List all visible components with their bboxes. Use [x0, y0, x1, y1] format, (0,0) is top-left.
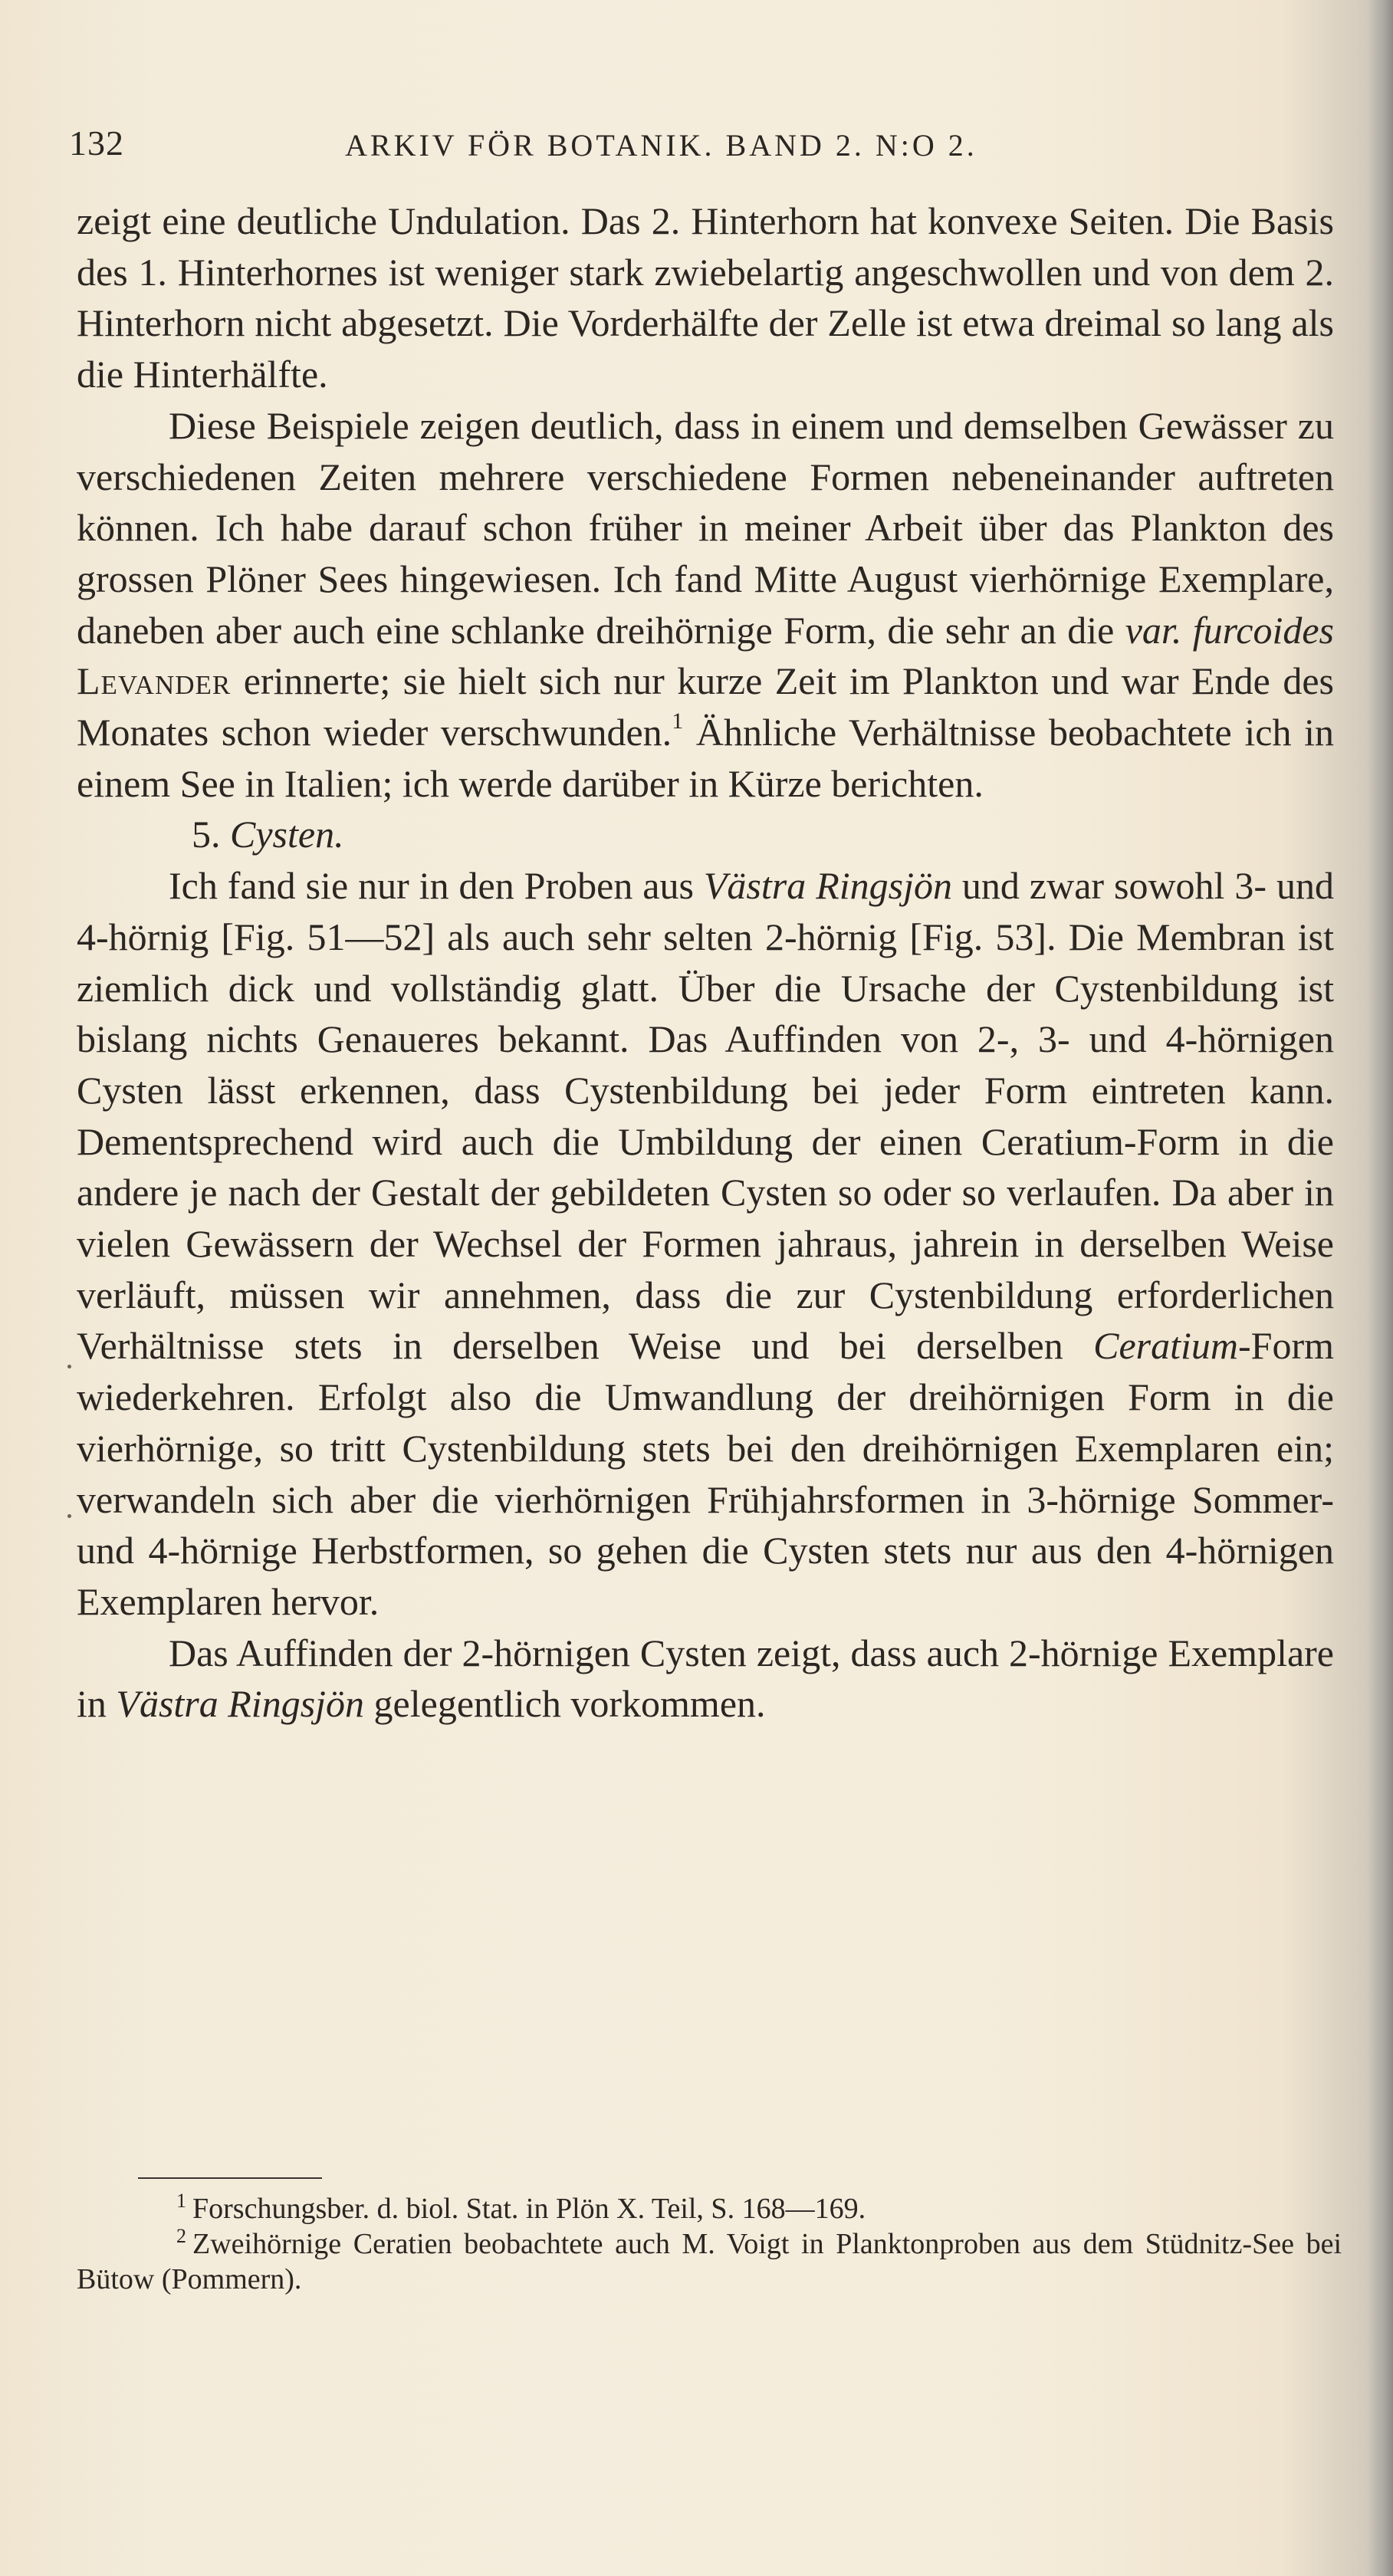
section-heading: [77, 809, 1334, 860]
genus-name: Ceratium: [1093, 1324, 1238, 1368]
author-name: Levander: [77, 659, 232, 703]
paragraph-1-text: zeigt eine deutliche Undulation. Das 2. Hinterhorn hat konvexe Seiten. Die Basis des 1. Hinterhornes ist weniger stark zwiebelartig angeschwollen und von dem 2. Hinterhorn nicht abgesetzt. Die Vorderhälfte der Zelle ist etwa dreimal so lang als die Hinterhälfte.: [77, 199, 1334, 396]
footnotes: [77, 2191, 1342, 2297]
paragraph-2-text-c: erinnerte; sie hielt sich nur kurze Zeit im Plankton und war Ende des Monates schon wieder verschwunden.: [77, 659, 1334, 754]
footnote-rule: [138, 2177, 322, 2179]
paragraph-3-text-c: -Form wiederkehren. Erfolgt also die Umwandlung der dreihörnigen Form in die vierhörnige, so tritt Cystenbildung stets bei den dreihörnigen Exemplaren ein; verwandeln sich aber die vierhörnigen Frühjahrsformen in 3-hörnige Sommer- und 4-hörnige Herbstformen, so gehen die Cysten stets nur aus den 4-hörnigen Exemplaren hervor.: [77, 1324, 1334, 1623]
print-speck: [67, 1365, 71, 1368]
paragraph-4-text-b: gelegentlich vorkommen.: [364, 1682, 766, 1726]
paragraph-3-text-b: und zwar sowohl 3- und 4-hörnig [Fig. 51—52] als auch sehr selten 2-hörnig [Fig. 53]. Die Membran ist ziemlich dick und vollständig glatt. Über die Ursache der Cystenbildung ist bislang nichts Genaueres bekannt. Das Auffinden von 2-, 3- und 4-hörnigen Cysten lässt erkennen, dass Cystenbildung bei jeder Form eintreten kann. Dementsprechend wird auch die Umbildung der einen Ceratium-Form in die andere je nach der Gestalt der gebildeten Cysten so oder so verlaufen. Da aber in vielen Gewässern der Wechsel der Formen jahraus, jahrein in derselben Weise verläuft, müssen wir annehmen, dass die zur Cystenbildung erforderlichen Verhältnisse stets in derselben Weise und bei derselben: [77, 864, 1334, 1368]
section-title: Cysten.: [230, 813, 344, 856]
footnote-mark-2: 2: [176, 2225, 186, 2247]
running-head: [69, 123, 1334, 169]
paragraph-2-text-d: Ähnliche Verhältnisse beobachtete ich in einem See in Italien; ich werde darüber in Kürze berichten.: [77, 711, 1335, 805]
footnote-ref-1: 1: [672, 708, 684, 734]
paragraph-2-text-a: Diese Beispiele zeigen deutlich, dass in einem und demselben Gewässer zu verschiedenen Zeiten mehrere verschiedene Formen nebeneinander auftreten können. Ich habe darauf schon früher in meiner Arbeit über das Plankton des grossen Plöner Sees hingewiesen. Ich fand Mitte August vierhörnige Exemplare, daneben aber auch eine schlanke dreihörnige Form, die sehr an die: [77, 403, 1334, 652]
paragraph-4: [77, 1628, 1334, 1730]
paragraph-3-text-a: Ich fand sie nur in den Proben aus: [169, 864, 704, 908]
journal-title: ARKIV FÖR BOTANIK. BAND 2. N:O 2.: [345, 128, 977, 163]
paragraph-4-text-a: Das Auffinden der 2-hörnigen Cysten zeigt, dass auch 2-hörnige Exemplare in: [77, 1631, 1334, 1726]
section-number: 5.: [192, 813, 221, 856]
footnote-1: [77, 2191, 1342, 2226]
footnote-mark-1: 1: [176, 2190, 186, 2212]
footnote-1-text: Forschungsber. d. biol. Stat. in Plön X. Teil, S. 168—169.: [192, 2193, 866, 2225]
footnote-2-text: Zweihörnige Ceratien beobachtete auch M. Voigt in Planktonproben aus dem Stüdnitz-See bei Bütow (Pommern).: [77, 2228, 1342, 2295]
paragraph-3: [77, 860, 1334, 1628]
page-number: 132: [69, 123, 124, 163]
place-name-2: Västra Ringsjön: [116, 1682, 365, 1726]
variety-name: var. furcoides: [1125, 608, 1334, 652]
place-name: Västra Ringsjön: [703, 864, 952, 908]
paragraph-1: [77, 196, 1334, 400]
print-speck: [67, 1514, 71, 1518]
page-edge-shadow: [1367, 0, 1393, 2576]
paragraph-2: [77, 400, 1334, 810]
footnote-2: [77, 2226, 1342, 2297]
body-text: [77, 196, 1334, 1730]
